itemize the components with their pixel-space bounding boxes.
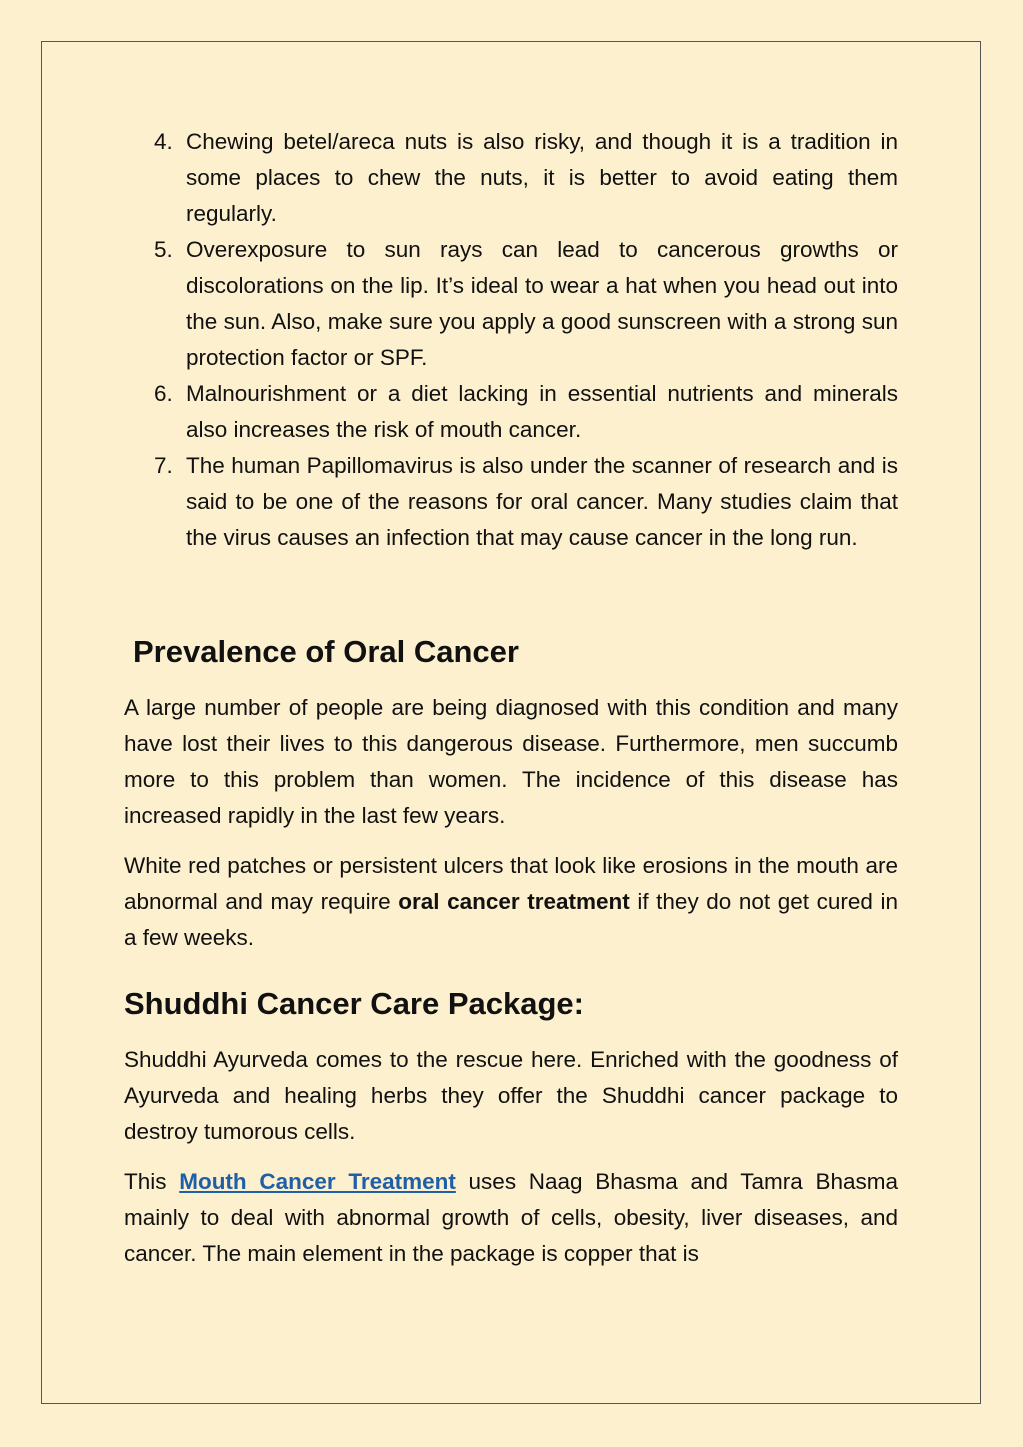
list-item-number: 4. xyxy=(154,129,173,154)
paragraph-text: This xyxy=(124,1169,180,1194)
prevalence-paragraph-2 xyxy=(124,848,898,956)
prevalence-paragraph-1: A large number of people are being diagnosed with this condition and many have lost their lives to this dangerous disease. Furthermore, men succumb more to this problem than women. The incidence of this disease has increased rapidly in the last few years. xyxy=(124,695,898,828)
list-item xyxy=(124,376,898,448)
package-paragraph-1: Shuddhi Ayurveda comes to the rescue here. Enriched with the goodness of Ayurveda and healing herbs they offer the Shuddhi cancer package to destroy tumorous cells. xyxy=(124,1047,898,1144)
risk-factor-list xyxy=(124,124,898,556)
package-paragraph-2 xyxy=(124,1164,898,1272)
package-heading: Shuddhi Cancer Care Package: xyxy=(124,986,584,1021)
list-item-text: Malnourishment or a diet lacking in essential nutrients and minerals also increases the risk of mouth cancer. xyxy=(186,381,898,442)
list-item xyxy=(124,124,898,232)
document-content xyxy=(124,124,898,1272)
paragraph-text: uses Naag Bhasma and Tamra Bhasma mainly to deal with abnormal growth of cells, obesity, liver diseases, and cancer. The main element in the package is copper that is xyxy=(124,1169,898,1266)
list-item-number: 5. xyxy=(154,237,173,262)
list-item-number: 6. xyxy=(154,381,173,406)
paragraph-text: White red patches or persistent ulcers that look like erosions in the mouth are abnormal and may require xyxy=(124,853,898,914)
bold-keyword: oral cancer treatment xyxy=(398,889,630,914)
paragraph-text: if they do not get cured in a few weeks. xyxy=(124,889,898,950)
prevalence-heading: Prevalence of Oral Cancer xyxy=(133,634,519,669)
mouth-cancer-treatment-link[interactable]: Mouth Cancer Treatment xyxy=(179,1169,456,1194)
list-item xyxy=(124,232,898,376)
list-item-number: 7. xyxy=(154,453,173,478)
list-item-text: Overexposure to sun rays can lead to cancerous growths or discolorations on the lip. It’s ideal to wear a hat when you head out into the sun. Also, make sure you apply a good sunscreen with a strong sun protection factor or SPF. xyxy=(186,237,898,370)
list-item-text: The human Papillomavirus is also under the scanner of research and is said to be one of the reasons for oral cancer. Many studies claim that the virus causes an infection that may cause cancer in the long run. xyxy=(186,453,898,550)
list-item-text: Chewing betel/areca nuts is also risky, and though it is a tradition in some places to chew the nuts, it is better to avoid eating them regularly. xyxy=(186,129,898,226)
list-item xyxy=(124,448,898,556)
